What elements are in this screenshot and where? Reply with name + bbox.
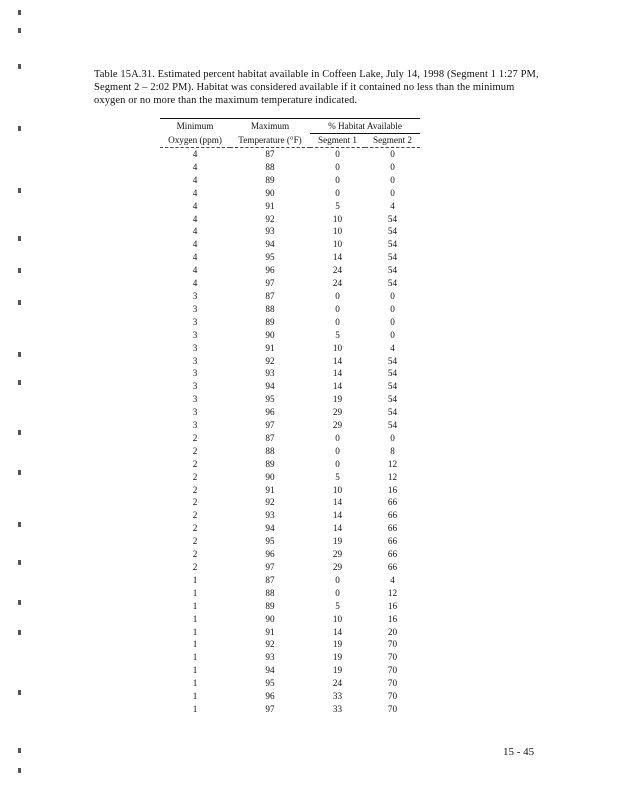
- table-row: [160, 471, 420, 484]
- table-row: [160, 213, 420, 226]
- cell-max-temp: 87: [265, 149, 275, 159]
- cell-segment2: 54: [387, 252, 398, 263]
- table-caption: Table 15A.31. Estimated percent habitat available in Coffeen Lake, July 14, 1998 (Segment 1 1:27 PM, Segment 2 – 2:02 PM). Habitat was considered available if it contained no less than the minimum oxygen or no more than the maximum temperature indicated.: [94, 69, 539, 106]
- cell-segment1: 24: [332, 278, 343, 289]
- cell-segment2: 4: [390, 200, 395, 211]
- table-row: [160, 225, 420, 238]
- cell-min-oxygen: 1: [192, 652, 198, 663]
- cell-max-temp: 90: [265, 187, 275, 198]
- cell-segment1: 10: [332, 484, 343, 495]
- cell-max-temp: 93: [265, 510, 275, 521]
- table-row: [160, 238, 420, 251]
- table-row: [160, 316, 420, 329]
- cell-max-temp: 87: [265, 574, 275, 585]
- cell-segment2: 8: [390, 445, 395, 456]
- table-row: [160, 445, 420, 458]
- cell-min-oxygen: 2: [192, 445, 198, 456]
- table-row: [160, 329, 420, 342]
- table-row: [160, 458, 420, 471]
- cell-segment1: 10: [332, 342, 343, 353]
- cell-max-temp: 91: [265, 626, 275, 637]
- cell-min-oxygen: 2: [192, 536, 198, 547]
- table-row: [160, 251, 420, 264]
- cell-segment1: 0: [335, 587, 340, 598]
- cell-segment1: 0: [335, 174, 340, 185]
- table-row: [160, 406, 420, 419]
- table-row: [160, 290, 420, 303]
- cell-segment1: 5: [335, 329, 340, 340]
- table-row: [160, 703, 420, 716]
- cell-segment1: 19: [332, 536, 343, 547]
- table-row: [160, 509, 420, 522]
- cell-segment1: 33: [332, 691, 343, 702]
- cell-min-oxygen: 1: [192, 587, 198, 598]
- cell-min-oxygen: 2: [192, 484, 198, 495]
- cell-segment1: 14: [332, 626, 343, 637]
- cell-segment2: 0: [390, 432, 395, 443]
- cell-max-temp: 92: [265, 497, 275, 508]
- cell-segment1: 14: [332, 497, 343, 508]
- cell-segment2: 66: [387, 549, 398, 560]
- cell-max-temp: 97: [265, 562, 275, 572]
- cell-min-oxygen: 1: [192, 703, 198, 714]
- cell-segment1: 29: [332, 562, 343, 572]
- cell-segment2: 54: [387, 226, 398, 237]
- cell-segment2: 70: [387, 678, 398, 689]
- cell-max-temp: 96: [265, 407, 275, 418]
- cell-segment2: 16: [387, 484, 398, 495]
- cell-segment1: 5: [335, 600, 340, 611]
- cell-max-temp: 89: [265, 316, 275, 327]
- cell-min-oxygen: 3: [192, 290, 198, 301]
- cell-segment1: 0: [335, 149, 340, 159]
- cell-max-temp: 92: [265, 213, 275, 224]
- cell-segment2: 54: [387, 213, 398, 224]
- habitat-table: [160, 118, 420, 716]
- cell-max-temp: 97: [265, 420, 275, 431]
- table-row: [160, 393, 420, 406]
- cell-min-oxygen: 1: [192, 626, 198, 637]
- cell-segment1: 0: [335, 290, 340, 301]
- table-row: [160, 367, 420, 380]
- cell-min-oxygen: 3: [192, 329, 198, 340]
- cell-segment2: 20: [387, 626, 398, 637]
- cell-max-temp: 90: [265, 613, 275, 624]
- header-segment1: Segment 1: [310, 134, 365, 148]
- cell-max-temp: 88: [265, 445, 275, 456]
- cell-segment2: 0: [390, 303, 395, 314]
- cell-min-oxygen: 4: [192, 252, 198, 263]
- cell-segment2: 54: [387, 407, 398, 418]
- cell-max-temp: 95: [265, 394, 275, 405]
- table-row: [160, 200, 420, 213]
- cell-segment1: 14: [332, 381, 343, 392]
- cell-max-temp: 94: [265, 381, 275, 392]
- cell-segment1: 0: [335, 445, 340, 456]
- cell-segment1: 29: [332, 420, 343, 431]
- page-number: 15 - 45: [503, 746, 535, 758]
- cell-segment2: 70: [387, 652, 398, 663]
- cell-segment1: 29: [332, 407, 343, 418]
- cell-segment1: 19: [332, 639, 343, 650]
- cell-segment2: 0: [390, 329, 395, 340]
- cell-max-temp: 89: [265, 458, 275, 469]
- cell-min-oxygen: 2: [192, 523, 198, 534]
- cell-segment2: 54: [387, 420, 398, 431]
- habitat-table-container: [160, 118, 420, 716]
- cell-segment1: 10: [332, 226, 343, 237]
- cell-max-temp: 92: [265, 639, 275, 650]
- cell-max-temp: 91: [265, 342, 275, 353]
- cell-segment2: 54: [387, 368, 398, 379]
- scan-margin-marks: [18, 0, 28, 800]
- cell-segment2: 66: [387, 562, 398, 572]
- table-row: [160, 277, 420, 290]
- cell-segment2: 16: [387, 613, 398, 624]
- cell-max-temp: 93: [265, 652, 275, 663]
- cell-min-oxygen: 3: [192, 394, 198, 405]
- table-row: [160, 148, 420, 161]
- cell-segment1: 0: [335, 574, 340, 585]
- table-header: [160, 119, 420, 148]
- table-row: [160, 626, 420, 639]
- header-min-oxygen-line1: Minimum: [160, 119, 230, 134]
- cell-segment2: 54: [387, 381, 398, 392]
- cell-max-temp: 97: [265, 278, 275, 289]
- cell-segment2: 66: [387, 510, 398, 521]
- cell-segment2: 12: [387, 587, 398, 598]
- cell-max-temp: 87: [265, 290, 275, 301]
- cell-segment2: 54: [387, 265, 398, 276]
- table-row: [160, 574, 420, 587]
- cell-segment2: 66: [387, 497, 398, 508]
- cell-segment1: 0: [335, 316, 340, 327]
- cell-max-temp: 91: [265, 200, 275, 211]
- cell-segment1: 14: [332, 523, 343, 534]
- cell-segment2: 54: [387, 278, 398, 289]
- table-body: [160, 148, 420, 716]
- cell-min-oxygen: 1: [192, 613, 198, 624]
- cell-max-temp: 97: [265, 703, 275, 714]
- cell-min-oxygen: 3: [192, 381, 198, 392]
- header-max-temp-line2: Temperature (°F): [230, 134, 310, 148]
- cell-segment2: 70: [387, 703, 398, 714]
- table-row: [160, 303, 420, 316]
- cell-segment2: 4: [390, 574, 395, 585]
- cell-segment1: 29: [332, 549, 343, 560]
- cell-min-oxygen: 3: [192, 342, 198, 353]
- table-row: [160, 677, 420, 690]
- table-row: [160, 187, 420, 200]
- cell-min-oxygen: 2: [192, 497, 198, 508]
- cell-max-temp: 89: [265, 174, 275, 185]
- cell-min-oxygen: 3: [192, 407, 198, 418]
- cell-max-temp: 92: [265, 355, 275, 366]
- cell-segment1: 33: [332, 703, 343, 714]
- cell-max-temp: 96: [265, 691, 275, 702]
- header-max-temp-line1: Maximum: [230, 119, 310, 134]
- cell-min-oxygen: 4: [192, 161, 198, 172]
- cell-min-oxygen: 1: [192, 678, 198, 689]
- cell-segment1: 0: [335, 187, 340, 198]
- cell-max-temp: 90: [265, 471, 275, 482]
- cell-segment2: 70: [387, 691, 398, 702]
- cell-max-temp: 87: [265, 432, 275, 443]
- cell-segment1: 0: [335, 161, 340, 172]
- table-row: [160, 522, 420, 535]
- cell-segment2: 66: [387, 536, 398, 547]
- table-row: [160, 496, 420, 509]
- cell-segment2: 16: [387, 600, 398, 611]
- cell-max-temp: 95: [265, 678, 275, 689]
- cell-segment1: 19: [332, 665, 343, 676]
- cell-min-oxygen: 1: [192, 665, 198, 676]
- cell-segment1: 24: [332, 265, 343, 276]
- cell-min-oxygen: 3: [192, 316, 198, 327]
- cell-max-temp: 96: [265, 549, 275, 560]
- cell-max-temp: 88: [265, 587, 275, 598]
- header-min-oxygen-line2: Oxygen (ppm): [160, 134, 230, 148]
- table-row: [160, 342, 420, 355]
- table-row: [160, 161, 420, 174]
- cell-max-temp: 91: [265, 484, 275, 495]
- cell-max-temp: 90: [265, 329, 275, 340]
- cell-min-oxygen: 4: [192, 265, 198, 276]
- table-row: [160, 419, 420, 432]
- cell-max-temp: 96: [265, 265, 275, 276]
- table-row: [160, 690, 420, 703]
- cell-min-oxygen: 3: [192, 355, 198, 366]
- cell-segment1: 14: [332, 252, 343, 263]
- cell-segment1: 0: [335, 432, 340, 443]
- table-row: [160, 561, 420, 574]
- cell-min-oxygen: 3: [192, 303, 198, 314]
- table-row: [160, 587, 420, 600]
- cell-min-oxygen: 2: [192, 471, 198, 482]
- table-row: [160, 548, 420, 561]
- cell-segment1: 14: [332, 368, 343, 379]
- cell-min-oxygen: 2: [192, 458, 198, 469]
- cell-max-temp: 88: [265, 303, 275, 314]
- cell-max-temp: 95: [265, 536, 275, 547]
- cell-segment2: 4: [390, 342, 395, 353]
- cell-segment2: 70: [387, 665, 398, 676]
- cell-min-oxygen: 4: [192, 239, 198, 250]
- cell-segment1: 10: [332, 239, 343, 250]
- cell-segment1: 19: [332, 394, 343, 405]
- table-row: [160, 651, 420, 664]
- cell-segment2: 0: [390, 161, 395, 172]
- table-row: [160, 613, 420, 626]
- cell-segment1: 0: [335, 303, 340, 314]
- cell-min-oxygen: 4: [192, 278, 198, 289]
- table-row: [160, 380, 420, 393]
- cell-segment1: 19: [332, 652, 343, 663]
- table-row: [160, 535, 420, 548]
- cell-segment2: 70: [387, 639, 398, 650]
- table-row: [160, 664, 420, 677]
- cell-max-temp: 93: [265, 226, 275, 237]
- table-row: [160, 638, 420, 651]
- cell-min-oxygen: 1: [192, 600, 198, 611]
- cell-segment1: 10: [332, 213, 343, 224]
- cell-max-temp: 94: [265, 239, 275, 250]
- cell-segment2: 54: [387, 239, 398, 250]
- cell-min-oxygen: 2: [192, 432, 198, 443]
- cell-segment2: 66: [387, 523, 398, 534]
- cell-max-temp: 88: [265, 161, 275, 172]
- cell-segment1: 5: [335, 471, 340, 482]
- cell-segment2: 0: [390, 174, 395, 185]
- table-row: [160, 174, 420, 187]
- cell-min-oxygen: 3: [192, 420, 198, 431]
- cell-segment1: 0: [335, 458, 340, 469]
- cell-segment1: 5: [335, 200, 340, 211]
- cell-segment1: 24: [332, 678, 343, 689]
- cell-min-oxygen: 4: [192, 174, 198, 185]
- cell-min-oxygen: 1: [192, 691, 198, 702]
- cell-min-oxygen: 4: [192, 226, 198, 237]
- header-segment2: Segment 2: [365, 134, 420, 148]
- cell-max-temp: 95: [265, 252, 275, 263]
- cell-max-temp: 94: [265, 523, 275, 534]
- cell-segment2: 0: [390, 187, 395, 198]
- cell-min-oxygen: 1: [192, 574, 198, 585]
- table-row: [160, 355, 420, 368]
- cell-segment2: 54: [387, 355, 398, 366]
- cell-min-oxygen: 4: [192, 149, 198, 159]
- cell-min-oxygen: 1: [192, 639, 198, 650]
- cell-segment1: 14: [332, 355, 343, 366]
- cell-max-temp: 89: [265, 600, 275, 611]
- cell-segment2: 0: [390, 149, 395, 159]
- cell-segment2: 0: [390, 290, 395, 301]
- cell-segment2: 0: [390, 316, 395, 327]
- cell-min-oxygen: 2: [192, 549, 198, 560]
- cell-segment2: 12: [387, 458, 398, 469]
- cell-min-oxygen: 2: [192, 510, 198, 521]
- cell-min-oxygen: 4: [192, 213, 198, 224]
- cell-segment2: 12: [387, 471, 398, 482]
- cell-min-oxygen: 4: [192, 187, 198, 198]
- cell-min-oxygen: 4: [192, 200, 198, 211]
- table-row: [160, 600, 420, 613]
- cell-max-temp: 93: [265, 368, 275, 379]
- cell-max-temp: 94: [265, 665, 275, 676]
- table-row: [160, 432, 420, 445]
- cell-min-oxygen: 2: [192, 562, 198, 572]
- table-row: [160, 264, 420, 277]
- header-habitat-group: % Habitat Available: [310, 119, 420, 134]
- table-row: [160, 484, 420, 497]
- cell-min-oxygen: 3: [192, 368, 198, 379]
- cell-segment1: 14: [332, 510, 343, 521]
- cell-segment1: 10: [332, 613, 343, 624]
- cell-segment2: 54: [387, 394, 398, 405]
